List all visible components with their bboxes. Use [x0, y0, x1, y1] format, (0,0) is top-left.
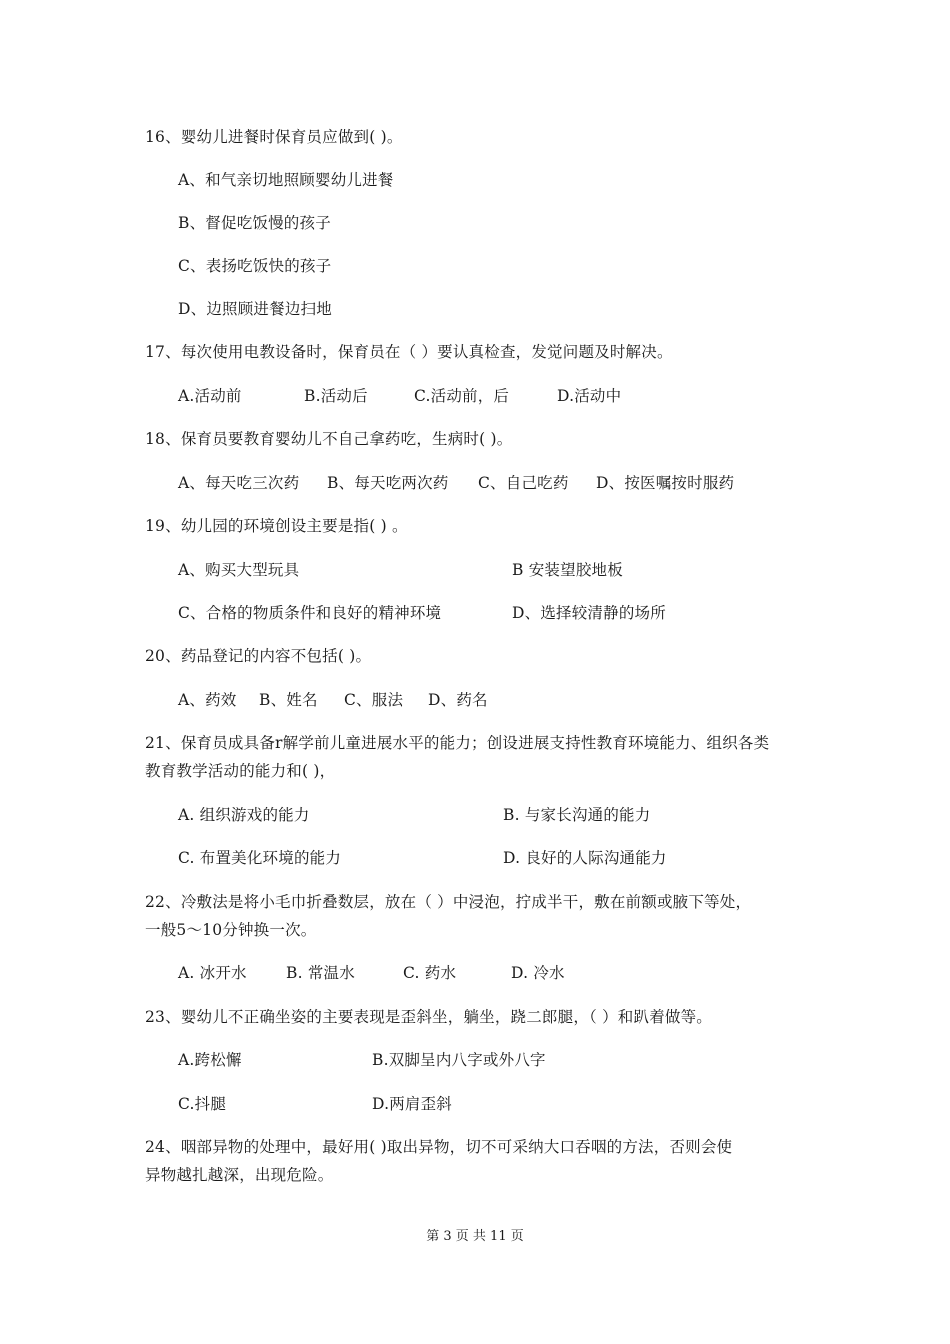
question-18-stem: 18、保育员要教育婴幼儿不自己拿药吃，生病时( )。 [145, 430, 513, 448]
question-20-option-d: D、药名 [428, 691, 488, 709]
question-18-option-b: B、每天吃两次药 [327, 474, 449, 492]
question-19-option-a: A、购买大型玩具 [178, 561, 300, 579]
question-17-option-b: B.活动后 [304, 387, 368, 405]
question-22-option-b: B. 常温水 [286, 964, 355, 982]
question-21-stem-line1: 21、保育员成具备r解学前儿童进展水平的能力；创设进展支持性教育环境能力、组织各类 [145, 734, 770, 752]
question-24-stem-line1: 24、咽部异物的处理中，最好用( )取出异物，切不可采纳大口吞咽的方法，否则会使 [145, 1138, 733, 1156]
question-23-stem: 23、婴幼儿不正确坐姿的主要表现是歪斜坐，躺坐，跷二郎腿，（ ）和趴着做等。 [145, 1008, 713, 1026]
question-23-option-b: B.双脚呈内八字或外八字 [372, 1051, 546, 1069]
question-19-option-c: C、合格的物质条件和良好的精神环境 [178, 604, 442, 622]
question-22-stem-line1: 22、冷敷法是将小毛巾折叠数层，放在（ ）中浸泡，拧成半干，敷在前额或腋下等处， [145, 893, 752, 911]
question-20-option-c: C、服法 [344, 691, 404, 709]
question-21-option-c: C. 布置美化环境的能力 [178, 849, 342, 867]
question-20-stem: 20、药品登记的内容不包括( )。 [145, 647, 372, 665]
question-19-option-b: B 安装望胶地板 [512, 561, 623, 579]
question-22-stem-line2: 一般5～10分钟换一次。 [145, 921, 317, 939]
question-23-option-d: D.两肩歪斜 [372, 1095, 453, 1113]
question-16-option-c: C、表扬吃饭快的孩子 [178, 257, 332, 275]
question-24-stem-line2: 异物越扎越深，出现危险。 [145, 1166, 334, 1184]
question-22-option-a: A. 冰开水 [178, 964, 247, 982]
question-17-stem: 17、每次使用电教设备时，保育员在（ ）要认真检查，发觉问题及时解决。 [145, 343, 673, 361]
question-16-option-b: B、督促吃饭慢的孩子 [178, 214, 331, 232]
question-16-option-a: A、和气亲切地照顾婴幼儿进餐 [178, 171, 394, 189]
question-17-option-c: C.活动前，后 [414, 387, 510, 405]
question-21-stem-line2: 教育教学活动的能力和( )， [145, 762, 336, 780]
question-22-option-d: D. 冷水 [511, 964, 565, 982]
question-23-option-a: A.跨松懈 [178, 1051, 242, 1069]
question-22-option-c: C. 药水 [403, 964, 457, 982]
question-17-option-d: D.活动中 [557, 387, 622, 405]
question-18-option-c: C、自己吃药 [478, 474, 569, 492]
question-16-stem: 16、婴幼儿进餐时保育员应做到( )。 [145, 128, 403, 146]
question-21-option-d: D. 良好的人际沟通能力 [503, 849, 667, 867]
question-18-option-a: A、每天吃三次药 [178, 474, 300, 492]
question-20-option-b: B、姓名 [259, 691, 318, 709]
question-21-option-b: B. 与家长沟通的能力 [503, 806, 651, 824]
question-18-option-d: D、按医嘱按时服药 [596, 474, 735, 492]
question-19-stem: 19、幼儿园的环境创设主要是指( ) 。 [145, 517, 408, 535]
question-17-option-a: A.活动前 [178, 387, 242, 405]
question-23-option-c: C.抖腿 [178, 1095, 227, 1113]
question-20-option-a: A、药效 [178, 691, 237, 709]
question-16-option-d: D、边照顾进餐边扫地 [178, 300, 332, 318]
question-19-option-d: D、选择较清静的场所 [512, 604, 666, 622]
page-number-footer: 第 3 页 共 11 页 [426, 1229, 524, 1244]
question-21-option-a: A. 组织游戏的能力 [178, 806, 310, 824]
